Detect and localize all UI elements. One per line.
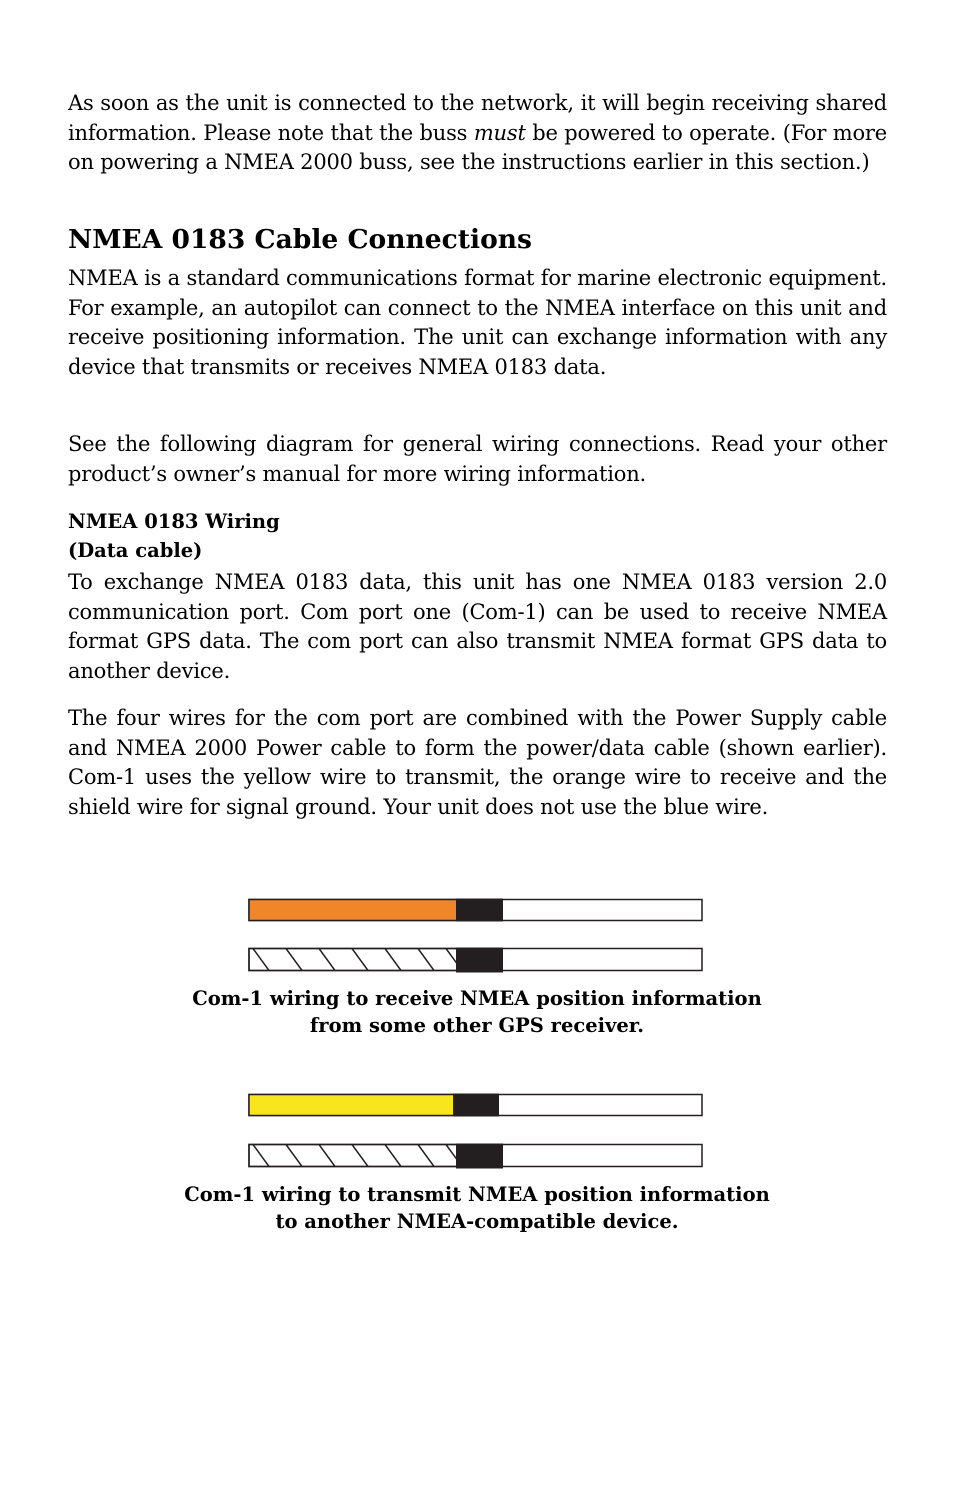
wire-connector	[456, 948, 503, 973]
transmit-caption-line-1: Com-1 wiring to transmit NMEA position information	[184, 1183, 770, 1206]
section-para-1-block	[68, 264, 887, 382]
subsection-para-1-block	[68, 568, 887, 686]
section-heading: NMEA 0183 Cable Connections	[68, 224, 532, 255]
intro-text-2: be powered to operate. (For more on powering a NMEA 2000 buss, see the instructions earlier in this section.)	[68, 120, 887, 174]
wire-connector	[456, 1144, 503, 1169]
transmit-caption	[0, 1181, 954, 1235]
yellow-wire	[249, 1095, 454, 1116]
subsection-heading-line-1: NMEA 0183 Wiring	[68, 510, 280, 533]
receive-caption-line-2: from some other GPS receiver.	[309, 1014, 645, 1037]
subsection-heading-line-2: (Data cable)	[68, 539, 203, 562]
orange-receive-wire	[248, 898, 704, 923]
yellow-transmit-wire	[248, 1093, 704, 1118]
subsection-paragraph-1: To exchange NMEA 0183 data, this unit has one NMEA 0183 version 2.0 communication port. Com port one (Com-1) can be used to receive NMEA format GPS data. The com port can also transmit NMEA format GPS data to another device.	[68, 570, 887, 683]
subsection-paragraph-2: The four wires for the com port are combined with the Power Supply cable and NMEA 2000 Power cable to form the power/data cable (shown earlier). Com-1 uses the yellow wire to transmit, the orange wire to receive and the shield wire for signal ground. Your unit does not use the blue wire.	[68, 706, 887, 819]
intro-paragraph	[68, 89, 887, 178]
intro-block	[68, 89, 887, 178]
wire-connector	[453, 1094, 499, 1117]
section-para-2-block	[68, 430, 887, 489]
intro-text-1: As soon as the unit is connected to the network, it will begin receiving shared information. Please note that the buss	[68, 91, 887, 145]
receive-caption-line-1: Com-1 wiring to receive NMEA position information	[192, 987, 762, 1010]
wire-connector	[456, 899, 503, 922]
shield-ground-wire-1	[248, 947, 704, 973]
receive-caption	[0, 985, 954, 1039]
shield-ground-wire-2	[248, 1143, 704, 1169]
section-paragraph-1: NMEA is a standard communications format for marine electronic equipment. For example, an autopilot can connect to the NMEA interface on this unit and receive positioning information. The unit can exchange information with any device that transmits or receives NMEA 0183 data.	[68, 266, 887, 379]
intro-emphasis: must	[473, 120, 526, 145]
transmit-caption-line-2: to another NMEA-compatible device.	[275, 1210, 679, 1233]
section-paragraph-2: See the following diagram for general wiring connections. Read your other product’s owner’s manual for more wiring information.	[68, 432, 887, 486]
subsection-para-2-block	[68, 704, 887, 822]
orange-wire	[249, 900, 457, 921]
